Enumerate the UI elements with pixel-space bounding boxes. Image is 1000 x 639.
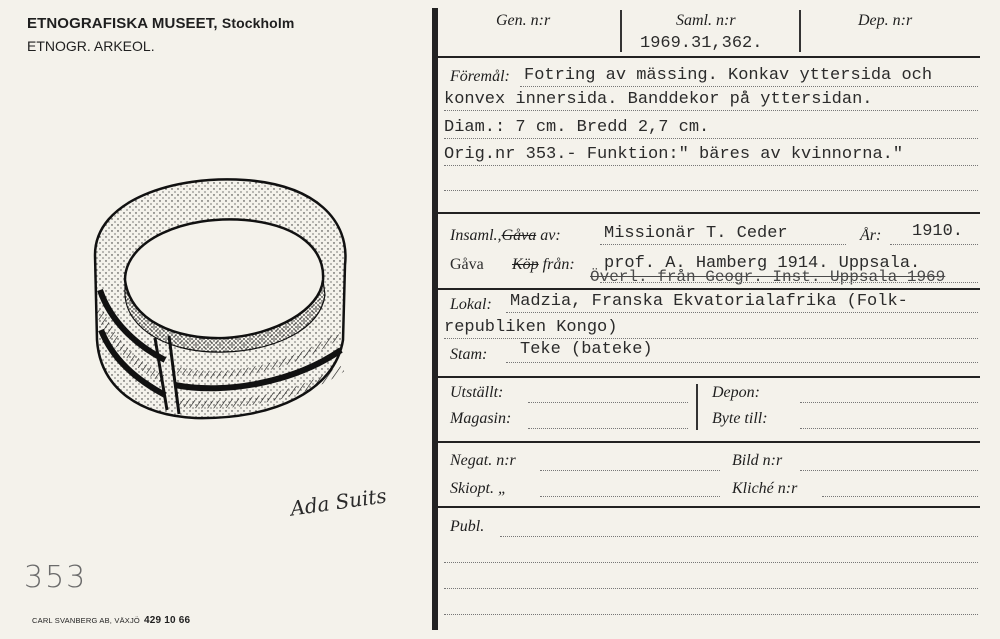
ar-value: 1910. bbox=[912, 222, 964, 241]
dotted-line bbox=[506, 362, 978, 363]
gava-prefix: Gåva bbox=[450, 256, 484, 273]
skiopt-label: Skiopt. „ bbox=[450, 480, 507, 497]
kop-struck: Köp bbox=[512, 256, 539, 273]
dotted-line bbox=[600, 244, 846, 245]
kop-fran-label bbox=[512, 256, 575, 274]
lokal-line-1: Madzia, Franska Ekvatorialafrika (Folk- bbox=[510, 292, 908, 311]
saml-nr-value: 1969.31,362. bbox=[640, 34, 763, 53]
insaml-av: av: bbox=[540, 227, 561, 244]
insaml-struck: Gåva bbox=[501, 227, 537, 244]
dotted-line bbox=[444, 338, 978, 339]
dotted-line bbox=[444, 614, 978, 615]
insaml-value: Missionär T. Ceder bbox=[604, 224, 788, 243]
kliche-label: Kliché n:r bbox=[732, 480, 798, 497]
foremal-line-2: konvex innersida. Banddekor på yttersidan. bbox=[444, 90, 873, 109]
dotted-line bbox=[800, 428, 978, 429]
dotted-line bbox=[800, 470, 978, 471]
dotted-line bbox=[890, 244, 978, 245]
rule-foremal bbox=[438, 212, 980, 214]
dotted-line bbox=[444, 562, 978, 563]
gava-value: prof. A. Hamberg 1914. Uppsala. bbox=[604, 254, 921, 273]
printer-name: CARL SVANBERG AB, VÄXJÖ bbox=[32, 616, 140, 625]
dotted-line bbox=[444, 165, 978, 166]
saml-nr-label: Saml. n:r bbox=[676, 12, 736, 29]
gen-nr-label: Gen. n:r bbox=[496, 12, 551, 29]
foremal-line-3: Diam.: 7 cm. Bredd 2,7 cm. bbox=[444, 118, 710, 137]
top-divider-1 bbox=[620, 10, 622, 52]
utstallt-label: Utställt: bbox=[450, 384, 504, 401]
dotted-line bbox=[528, 428, 688, 429]
insaml-label bbox=[450, 227, 561, 245]
dotted-line bbox=[444, 588, 978, 589]
anklet-drawing bbox=[75, 170, 365, 430]
foremal-line-4: Orig.nr 353.- Funktion:" bäres av kvinnorna." bbox=[444, 145, 904, 164]
rule-negat bbox=[438, 506, 980, 508]
museum-city: Stockholm bbox=[221, 15, 295, 31]
negat-label: Negat. n:r bbox=[450, 452, 516, 469]
fran-label: från: bbox=[542, 256, 575, 273]
top-divider-2 bbox=[799, 10, 801, 52]
lokal-line-2: republiken Kongo) bbox=[444, 318, 618, 337]
museum-name: ETNOGRAFISKA MUSEET, bbox=[27, 15, 218, 32]
printer-code: 429 10 66 bbox=[143, 615, 191, 626]
stam-value: Teke (bateke) bbox=[520, 340, 653, 359]
dotted-line bbox=[444, 110, 978, 111]
lokal-label: Lokal: bbox=[450, 296, 492, 313]
rule-depon bbox=[438, 441, 980, 443]
rule-top bbox=[438, 56, 980, 58]
depon-divider bbox=[696, 384, 698, 430]
foremal-line-1: Fotring av mässing. Konkav yttersida och bbox=[524, 66, 933, 85]
dotted-line bbox=[540, 496, 720, 497]
depon-label: Depon: bbox=[712, 384, 760, 401]
dotted-line bbox=[506, 312, 978, 313]
insaml-label-text: Insaml., bbox=[450, 227, 502, 244]
rule-gava bbox=[438, 288, 980, 290]
publ-label: Publ. bbox=[450, 518, 485, 535]
stam-label: Stam: bbox=[450, 346, 488, 363]
dotted-line bbox=[520, 86, 978, 87]
form-left-border bbox=[432, 8, 438, 630]
dep-nr-label: Dep. n:r bbox=[858, 12, 913, 29]
artist-signature: Ada Suits bbox=[288, 483, 389, 521]
dotted-line bbox=[444, 138, 978, 139]
magasin-label: Magasin: bbox=[450, 410, 512, 427]
overl-line: Överl. från Geogr. Inst. Uppsala 1969 bbox=[590, 268, 946, 286]
printer-imprint bbox=[32, 615, 190, 626]
dotted-line bbox=[500, 536, 978, 537]
byte-label: Byte till: bbox=[712, 410, 768, 427]
dotted-line bbox=[822, 496, 978, 497]
drawing-number: 353 bbox=[24, 560, 88, 595]
dotted-line bbox=[800, 402, 978, 403]
foremal-label: Föremål: bbox=[450, 68, 510, 85]
museum-title bbox=[27, 15, 294, 32]
bild-label: Bild n:r bbox=[732, 452, 783, 469]
department-label: ETNOGR. ARKEOL. bbox=[27, 38, 155, 54]
dotted-line bbox=[444, 190, 978, 191]
dotted-line bbox=[540, 470, 720, 471]
ar-label: År: bbox=[860, 227, 882, 244]
dotted-line bbox=[528, 402, 688, 403]
dotted-line bbox=[600, 282, 978, 283]
rule-stam bbox=[438, 376, 980, 378]
